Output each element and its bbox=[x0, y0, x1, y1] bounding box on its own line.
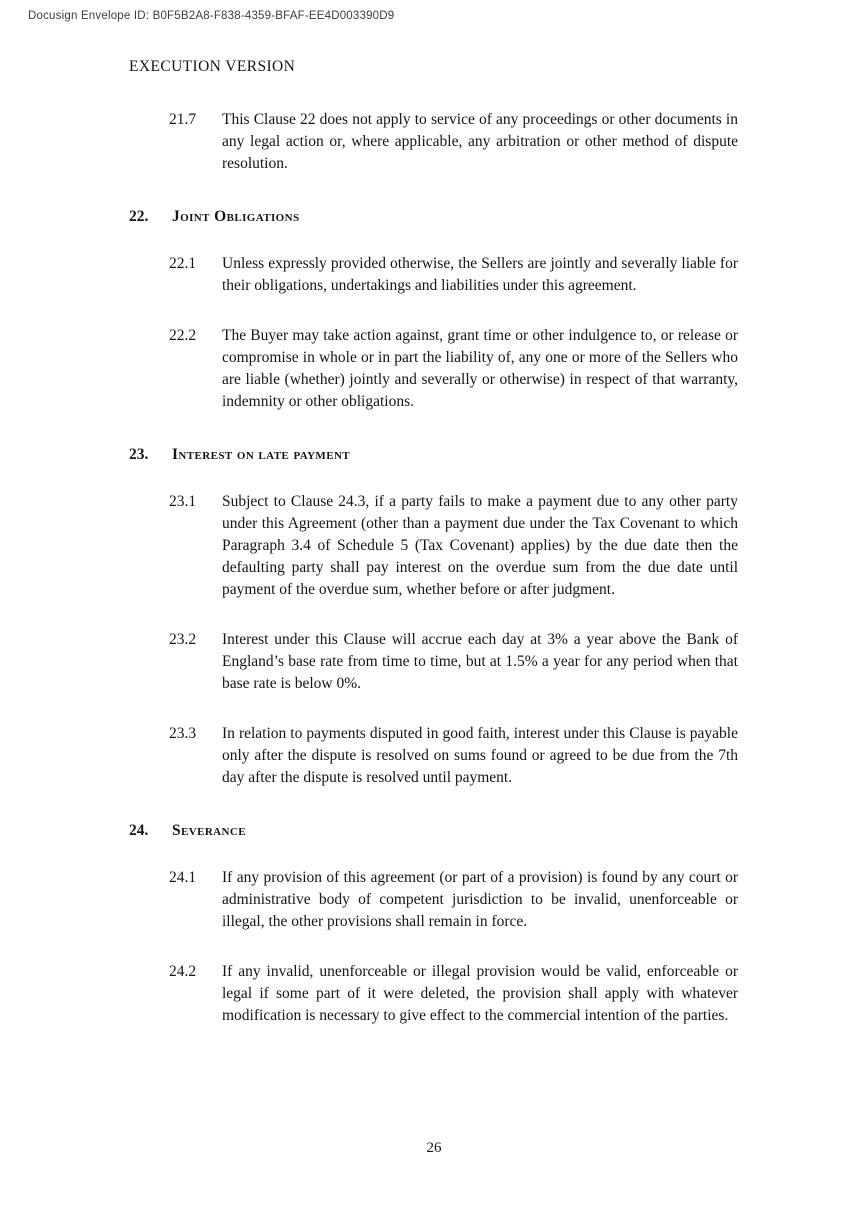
clause-row bbox=[129, 867, 738, 933]
clause-row bbox=[129, 961, 738, 1027]
section-title: Severance bbox=[172, 822, 246, 839]
document-content bbox=[129, 58, 738, 1027]
clause-number: 22.2 bbox=[169, 327, 197, 344]
clause-number: 23.1 bbox=[169, 493, 197, 510]
section-number: 24. bbox=[129, 822, 149, 839]
clause-row bbox=[129, 629, 738, 695]
section-heading-row bbox=[129, 822, 738, 839]
clause-text: If any invalid, unenforceable or illegal provision would be valid, enforceable or legal if some part of it were deleted, the provision shall apply with whatever modification is necessary to give effect to the commercial intention of the parties. bbox=[222, 963, 738, 1024]
clause-row bbox=[129, 325, 738, 413]
section-heading-row bbox=[129, 446, 738, 463]
clause-text: In relation to payments disputed in good faith, interest under this Clause is payable only after the dispute is resolved on sums found or agreed to be due from the 7th day after the dispute is resolved until payment. bbox=[222, 725, 738, 786]
section-number: 23. bbox=[129, 446, 149, 463]
clause-number: 23.2 bbox=[169, 631, 197, 648]
section-title: Interest on late payment bbox=[172, 446, 351, 463]
clause-text: Unless expressly provided otherwise, the Sellers are jointly and severally liable for their obligations, undertakings and liabilities under this agreement. bbox=[222, 255, 738, 294]
clause-number: 24.1 bbox=[169, 869, 197, 886]
clause-text: This Clause 22 does not apply to service of any proceedings or other documents in any legal action or, where applicable, any arbitration or other method of dispute resolution. bbox=[222, 111, 738, 172]
clauses-container bbox=[129, 109, 738, 1027]
clause-number: 24.2 bbox=[169, 963, 197, 980]
section-title: Joint Obligations bbox=[172, 208, 300, 225]
docusign-envelope-banner: Docusign Envelope ID: B0F5B2A8-F838-4359-BFAF-EE4D003390D9 bbox=[28, 10, 395, 22]
clause-number: 23.3 bbox=[169, 725, 197, 742]
clause-text: Subject to Clause 24.3, if a party fails to make a payment due to any other party under this Agreement (other than a payment due under the Tax Covenant to which Paragraph 3.4 of Schedule 5 (Tax Covenant) applies) by the due date then the defaulting party shall pay interest on the overdue sum from the due date until payment of the overdue sum, whether before or after judgment. bbox=[222, 493, 738, 598]
clause-row bbox=[129, 491, 738, 601]
clause-number: 21.7 bbox=[169, 111, 197, 128]
clause-text: If any provision of this agreement (or part of a provision) is found by any court or administrative body of competent jurisdiction to be invalid, unenforceable or illegal, the other provisions shall remain in force. bbox=[222, 869, 738, 930]
clause-text: Interest under this Clause will accrue each day at 3% a year above the Bank of England’s base rate from time to time, but at 1.5% a year for any period when that base rate is below 0%. bbox=[222, 631, 738, 692]
clause-text: The Buyer may take action against, grant time or other indulgence to, or release or compromise in whole or in part the liability of, any one or more of the Sellers who are liable (whether) jointly and severally or otherwise) in respect of that warranty, indemnity or other obligations. bbox=[222, 327, 738, 410]
section-heading-row bbox=[129, 208, 738, 225]
clause-row bbox=[129, 723, 738, 789]
clause-row bbox=[129, 253, 738, 297]
execution-version-heading: EXECUTION VERSION bbox=[129, 58, 296, 75]
section-number: 22. bbox=[129, 208, 149, 225]
clause-row bbox=[129, 109, 738, 175]
page-number: 26 bbox=[426, 1140, 442, 1156]
clause-number: 22.1 bbox=[169, 255, 197, 272]
